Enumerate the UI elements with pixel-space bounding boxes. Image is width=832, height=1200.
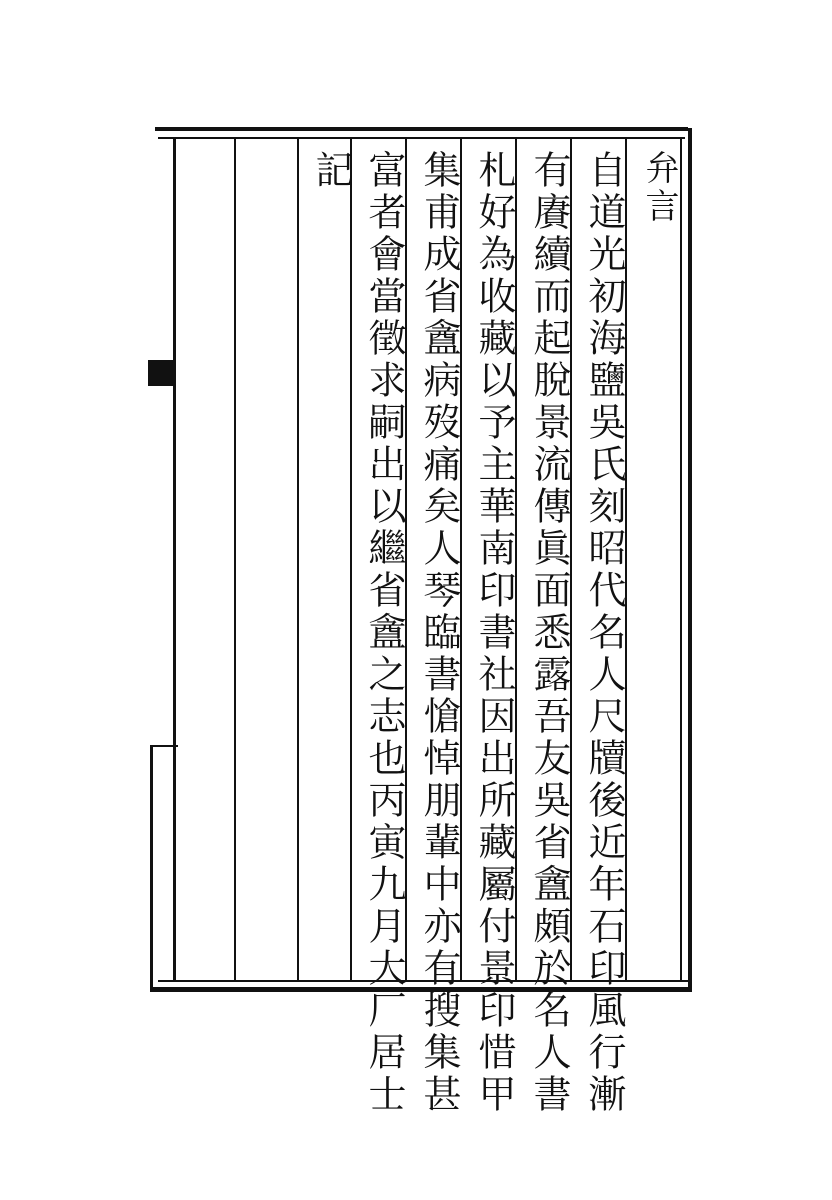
text-column-2: 有賡續而起脫景流傳眞面悉露吾友吳省盦頗於名人書 (527, 150, 571, 1116)
text-column-1: 自道光初海鹽吳氏刻昭代名人尺牘後近年石印風行漸 (582, 150, 626, 1116)
left-border (173, 138, 176, 982)
text-column-4: 集甫成省盦病歿痛矣人琴臨書愴悼朋輩中亦有搜集甚 (417, 150, 461, 1116)
left-tab-mark (148, 360, 176, 386)
left-fold-edge (150, 745, 153, 992)
text-column-6: 記 (309, 150, 353, 192)
page-title: 弁言 (639, 150, 679, 226)
text-column-3: 札好為收藏以予主華南印書社因出所藏屬付景印惜甲 (472, 150, 516, 1116)
left-fold-top (150, 745, 178, 747)
column-divider-6 (350, 138, 352, 981)
text-column-5: 富者會當徵求嗣出以繼省盦之志也丙寅九月大厂居士 (362, 150, 406, 1116)
right-border-inner (680, 138, 682, 981)
column-divider-8 (234, 138, 236, 981)
top-border-thick (155, 127, 688, 131)
column-divider-7 (297, 138, 299, 981)
right-border-outer (688, 128, 692, 992)
top-border-thin (158, 137, 685, 139)
